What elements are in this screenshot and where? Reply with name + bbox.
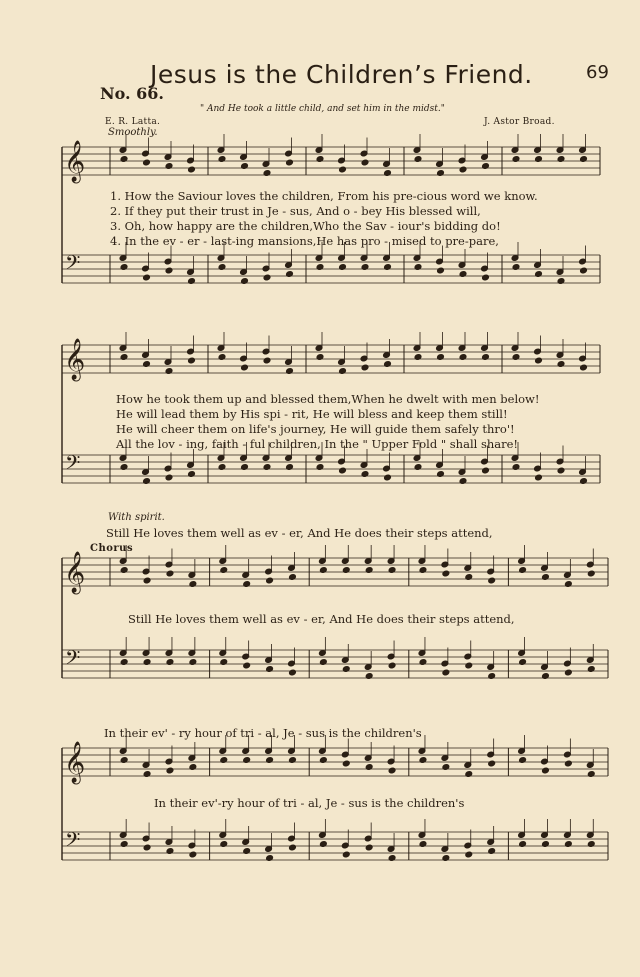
notehead <box>535 474 543 481</box>
notehead <box>266 577 274 584</box>
verse-2-line-1: 2. If they put their trust in Je - sus, And o - bey His blessed will, <box>110 204 481 218</box>
notehead <box>580 267 588 274</box>
notehead <box>482 274 490 281</box>
notehead <box>442 669 450 676</box>
notehead <box>465 851 473 858</box>
notehead <box>166 570 174 577</box>
notehead <box>143 159 151 166</box>
notehead <box>339 467 347 474</box>
notehead <box>587 570 595 577</box>
verse-3-line-2: He will cheer them on life's journey, He will guide them safely thro'! <box>116 422 515 436</box>
notehead <box>437 267 445 274</box>
treble-clef-icon: 𝄞 <box>64 742 86 783</box>
notehead <box>361 364 369 371</box>
notehead <box>263 357 271 364</box>
notehead <box>342 851 350 858</box>
treble-clef-icon: 𝄞 <box>64 141 86 182</box>
notehead <box>241 364 249 371</box>
notehead <box>189 851 197 858</box>
notehead <box>384 474 392 481</box>
verse-3-line-1: 3. Oh, how happy are the children,Who the Sav - iour's bidding do! <box>110 219 501 233</box>
notehead <box>482 467 490 474</box>
notehead <box>289 844 297 851</box>
verse-2-line-2: He will lead them by His spi - rit, He will bless and keep them still! <box>116 407 508 421</box>
bass-clef-icon: 𝄢 <box>65 451 81 479</box>
notehead <box>557 467 565 474</box>
notehead <box>535 357 543 364</box>
notehead <box>188 357 196 364</box>
notehead <box>388 662 396 669</box>
notehead <box>542 767 550 774</box>
notehead <box>339 166 347 173</box>
chorus-line-1-below: Still He loves them well as ev - er, And He does their steps attend, <box>128 612 515 626</box>
notehead <box>188 166 196 173</box>
notehead <box>442 570 450 577</box>
verse-4-line-2: All the lov - ing, faith - ful children, In the " Upper Fold " shall share! <box>116 437 519 451</box>
notehead <box>165 267 173 274</box>
composer-credit: J. Astor Broad. <box>484 117 555 127</box>
chorus-line-2-below: In their ev'-ry hour of tri - al, Je - sus is the children's <box>154 796 465 810</box>
bass-clef-icon: 𝄢 <box>65 251 81 279</box>
hymn-number: No. 66. <box>100 84 164 103</box>
notehead <box>488 577 496 584</box>
notehead <box>465 662 473 669</box>
lyricist-credit: E. R. Latta. <box>105 117 161 127</box>
page-number: 69 <box>586 62 609 83</box>
notehead <box>565 669 573 676</box>
notehead <box>365 844 373 851</box>
notehead <box>143 844 151 851</box>
notehead <box>361 159 369 166</box>
notehead <box>289 669 297 676</box>
bass-clef-icon: 𝄢 <box>65 828 81 856</box>
notehead <box>342 760 350 767</box>
verse-4-line-1: 4. In the ev - er - last-ing mansions,He has pro - mised to pre-pare, <box>110 234 499 248</box>
notehead <box>143 577 151 584</box>
tempo-marking-verse: Smoothly. <box>108 127 158 138</box>
tempo-marking-chorus: With spirit. <box>108 512 165 523</box>
hymn-title: Jesus is the Children’s Friend. <box>150 60 533 89</box>
notehead <box>286 159 294 166</box>
chorus-line-1-above: Still He loves them well as ev - er, And He does their steps attend, <box>106 526 493 540</box>
notehead <box>143 274 151 281</box>
notehead <box>459 166 467 173</box>
treble-clef-icon: 𝄞 <box>64 552 86 593</box>
bass-clef-icon: 𝄢 <box>65 646 81 674</box>
notehead <box>488 760 496 767</box>
notehead <box>263 274 271 281</box>
notehead <box>580 364 588 371</box>
treble-clef-icon: 𝄞 <box>64 339 86 380</box>
epigraph: " And He took a little child, and set him in the midst." <box>200 104 445 114</box>
chorus-line-2-above: In their ev' - ry hour of tri - al, Je - sus is the children's <box>104 726 422 740</box>
verse-1-line-1: 1. How the Saviour loves the children, From his pre-cious word we know. <box>110 189 538 203</box>
notehead <box>165 474 173 481</box>
notehead <box>565 760 573 767</box>
notehead <box>243 662 251 669</box>
notehead <box>166 767 174 774</box>
chorus-label: Chorus <box>90 543 134 554</box>
notehead <box>388 767 396 774</box>
verse-1-line-2: How he took them up and blessed them,When he dwelt with men below! <box>116 392 540 406</box>
